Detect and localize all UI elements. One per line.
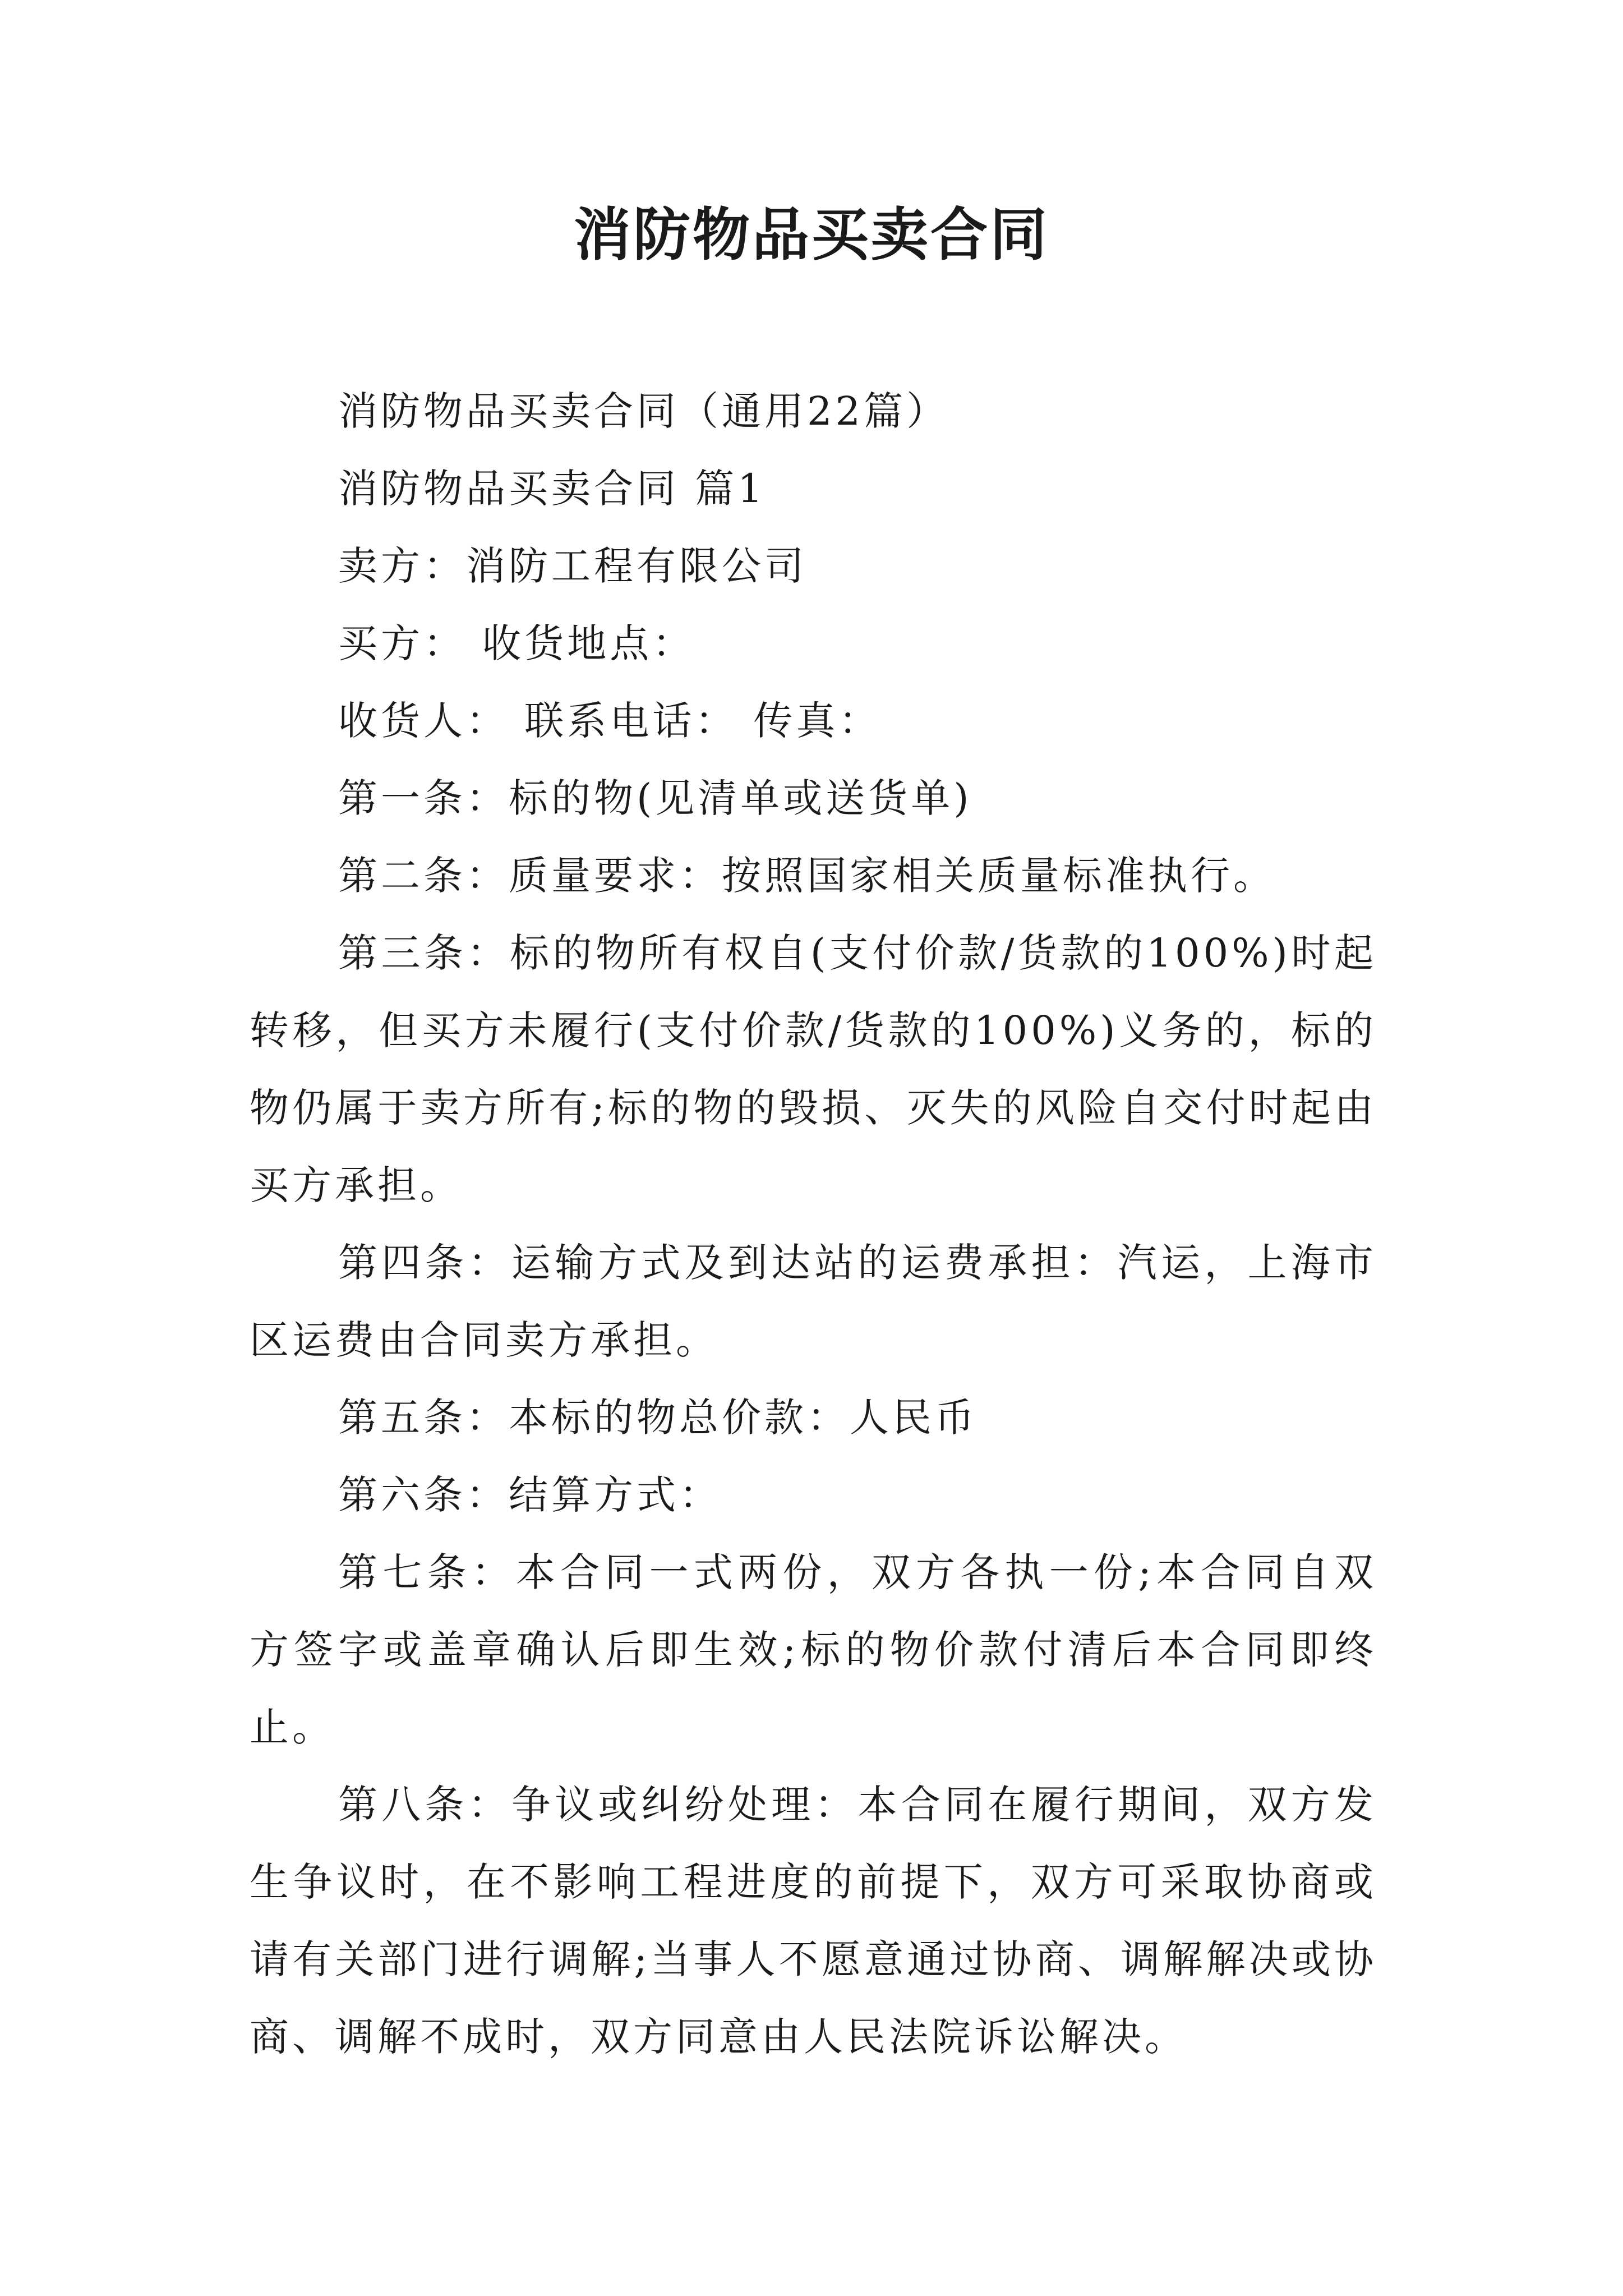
document-title: 消防物品买卖合同 — [574, 202, 1049, 269]
paragraph-article-3: 第三条：标的物所有权自(支付价款/货款的100%)时起转移，但买方未履行(支付价款/货款的100%)义务的，标的物仍属于卖方所有;标的物的毁损、灭失的风险自交付时起由买方承担。 — [250, 930, 1377, 1208]
paragraph-article-7: 第七条：本合同一式两份，双方各执一份;本合同自双方签字或盖章确认后即生效;标的物价款付清后本合同即终止。 — [250, 1549, 1377, 1750]
document-body — [250, 372, 1377, 2076]
paragraph-article-4: 第四条：运输方式及到达站的运费承担：汽运，上海市区运费由合同卖方承担。 — [250, 1240, 1377, 1363]
paragraph-section-heading: 消防物品买卖合同 篇1 — [338, 466, 766, 512]
paragraph-article-2: 第二条：质量要求：按照国家相关质量标准执行。 — [338, 853, 1276, 899]
paragraph-article-1: 第一条：标的物(见清单或送货单) — [338, 775, 972, 821]
paragraph-article-6: 第六条：结算方式： — [338, 1472, 722, 1518]
paragraph-article-5: 第五条：本标的物总价款：人民币 — [338, 1395, 978, 1441]
paragraph-consignee: 收货人： 联系电话： 传真： — [338, 698, 882, 744]
paragraph-article-8: 第八条：争议或纠纷处理：本合同在履行期间，双方发生争议时，在不影响工程进度的前提下，双方可采取协商或请有关部门进行调解;当事人不愿意通过协商、调解解决或协商、调解不成时，双方同意由人民法院诉讼解决。 — [250, 1782, 1377, 2060]
paragraph-seller: 卖方：消防工程有限公司 — [338, 543, 807, 589]
paragraph-subtitle: 消防物品买卖合同（通用22篇） — [338, 388, 949, 434]
paragraph-buyer: 买方： 收货地点： — [338, 620, 695, 666]
